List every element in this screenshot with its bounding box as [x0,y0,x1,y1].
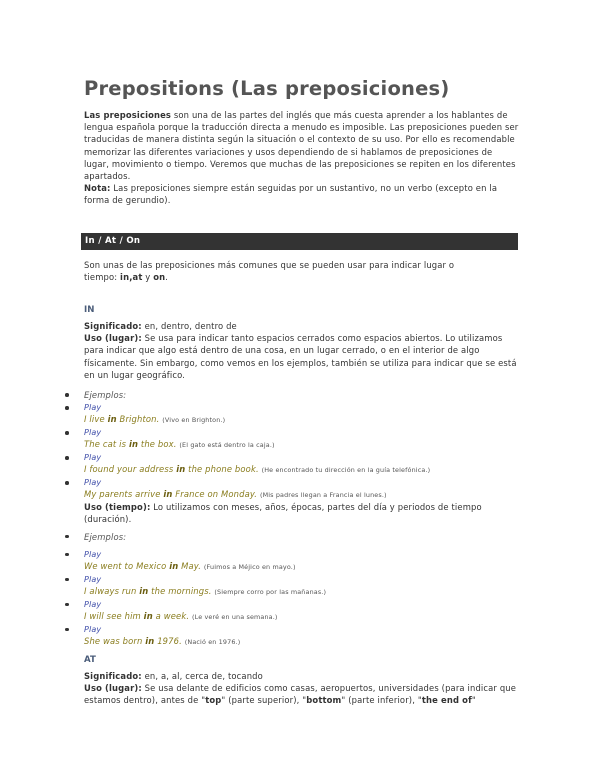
section-intro-in: in [120,272,130,283]
example-sentence [84,488,520,501]
bullet-icon [65,456,69,460]
intro-paragraph [84,109,520,207]
at-section [84,670,520,707]
example-preposition: in [143,610,153,621]
bullet-icon [65,431,69,435]
example-translation: (Fuimos a Méjico en mayo.) [203,562,296,571]
bullet-icon [65,393,69,397]
example-item [84,574,520,598]
document-page [84,76,520,207]
in-place-examples-list [84,389,520,648]
at-mid2: " (parte inferior), " [341,695,422,706]
example-post: May. [178,560,202,571]
at-meaning-label: Significado: [84,671,142,681]
example-preposition: in [128,439,139,450]
example-translation: (Mis padres llegan a Francia el lunes.) [259,491,387,500]
in-meaning-text: en, dentro, dentro de [141,321,237,331]
example-sentence [84,560,520,573]
examples-label-item [84,389,520,401]
section-intro-at: at [132,272,143,283]
example-post: the mornings. [148,585,212,596]
section-intro-y: y [142,272,154,283]
example-preposition: in [139,585,149,596]
play-button[interactable]: Play [84,428,102,438]
play-button[interactable]: Play [84,403,102,413]
example-pre: We went to Mexico [84,560,170,571]
at-top: top [205,695,222,706]
example-post: France on Monday. [172,489,258,500]
in-use-place-text: Se usa para indicar tanto espacios cerrados como espacios abiertos. Lo utilizamos para indicar que algo está dentro de una cosa, en un lugar cerrado, o en el interior de algo físicamente. Sin embargo, como vemos en los ejemplos, también se utiliza para indicar que se está en un lugar geográfico. [84,333,517,380]
example-pre: I live [84,414,108,425]
bullet-icon [65,406,69,410]
at-tail: " [471,695,476,706]
example-translation: (He encontrado tu dirección en la guía telefónica.) [261,466,431,475]
page-title: Prepositions (Las preposiciones) [84,77,450,100]
play-button[interactable]: Play [84,624,102,634]
examples-label: Ejemplos: [84,390,127,401]
examples-label: Ejemplos: [84,531,127,542]
at-meaning-text: en, a, al, cerca de, tocando [141,671,263,681]
in-meaning-label: Significado: [84,321,142,331]
example-translation: (Vivo en Brighton.) [162,416,226,425]
example-item [84,477,520,525]
example-post: the box. [138,439,177,450]
intro-bold-term: Las preposiciones [84,110,172,120]
bullet-icon [65,603,69,607]
example-pre: I always run [84,585,140,596]
example-pre: She was born [84,635,146,646]
note-label: Nota: [84,183,111,194]
in-use-time-label: Uso (tiempo): [84,502,151,513]
bullet-icon [65,535,69,539]
example-translation: (Siempre corro por las mañanas.) [214,587,327,596]
bullet-icon [65,553,69,557]
in-use-place-label: Uso (lugar): [84,333,142,344]
example-sentence [84,438,520,451]
example-pre: I found your address [84,464,177,475]
example-sentence [84,635,520,648]
example-pre: My parents arrive [84,489,164,500]
example-post: 1976. [154,635,182,646]
example-translation: (Le veré en una semana.) [191,612,278,621]
section-intro-end: . [165,272,169,283]
example-item [84,452,520,476]
example-pre: The cat is [84,439,129,450]
play-button[interactable]: Play [84,599,102,609]
example-preposition: in [107,414,117,425]
section-intro-on: on [153,272,166,283]
section-intro-text: Son unas de las preposiciones más comunes que se pueden usar para indicar lugar o tiempo: [84,260,455,283]
at-heading: AT [84,655,96,665]
section-band-in-at-on: In / At / On [81,233,518,250]
example-sentence [84,610,520,623]
at-use-place [84,682,520,706]
example-translation: (Nació en 1976.) [184,637,241,646]
play-button[interactable]: Play [84,453,102,463]
example-item [84,427,520,451]
bullet-icon [65,578,69,582]
example-sentence [84,413,520,426]
example-item [84,599,520,623]
example-pre: I will see him [84,610,144,621]
at-end-of: the end of [421,695,472,706]
in-section [84,320,520,649]
example-preposition: in [176,464,186,475]
example-preposition: in [169,560,179,571]
play-button[interactable]: Play [84,478,102,488]
in-use-time [84,501,520,525]
example-item [84,549,520,573]
play-button[interactable]: Play [84,549,102,559]
at-use-place-text: Se usa delante de edificios como casas, aeropuertos, universidades (para indicar que estamos dentro), antes de " [84,683,517,706]
example-item [84,402,520,426]
at-bottom: bottom [306,695,342,706]
section-intro-comma: , [129,272,133,283]
in-meaning [84,320,520,332]
at-meaning [84,670,520,682]
example-preposition: in [145,635,155,646]
intro-text: son una de las partes del inglés que más cuesta aprender a los hablantes de lengua española porque la traducción directa a menudo es imposible. Las preposiciones pueden ser traducidas de manera distinta según la situación o el contexto de su uso. Por ello es recomendable memorizar las diferentes variaciones y usos dependiendo de si hablamos de preposiciones de lugar, movimiento o tiempo. Veremos que muchas de las preposiciones se repiten en los diferentes apartados. [84,110,519,182]
in-heading: IN [84,305,95,315]
example-sentence [84,585,520,598]
example-post: a week. [152,610,190,621]
bullet-icon [65,628,69,632]
example-post: the phone book. [185,464,259,475]
example-post: Brighton. [116,414,160,425]
section-intro [84,259,520,283]
example-sentence [84,463,520,476]
play-button[interactable]: Play [84,574,102,584]
examples-label-item [84,531,520,543]
note-text: Las preposiciones siempre están seguidas por un sustantivo, no un verbo (excepto en la forma de gerundio). [84,183,498,206]
at-use-place-label: Uso (lugar): [84,683,142,694]
example-preposition: in [163,489,173,500]
example-translation: (El gato está dentro la caja.) [179,441,275,450]
bullet-icon [65,481,69,485]
at-mid1: " (parte superior), " [221,695,307,706]
in-use-place [84,332,520,381]
example-item [84,624,520,648]
in-use-time-text: Lo utilizamos con meses, años, épocas, partes del día y periodos de tiempo (duración). [84,502,482,525]
